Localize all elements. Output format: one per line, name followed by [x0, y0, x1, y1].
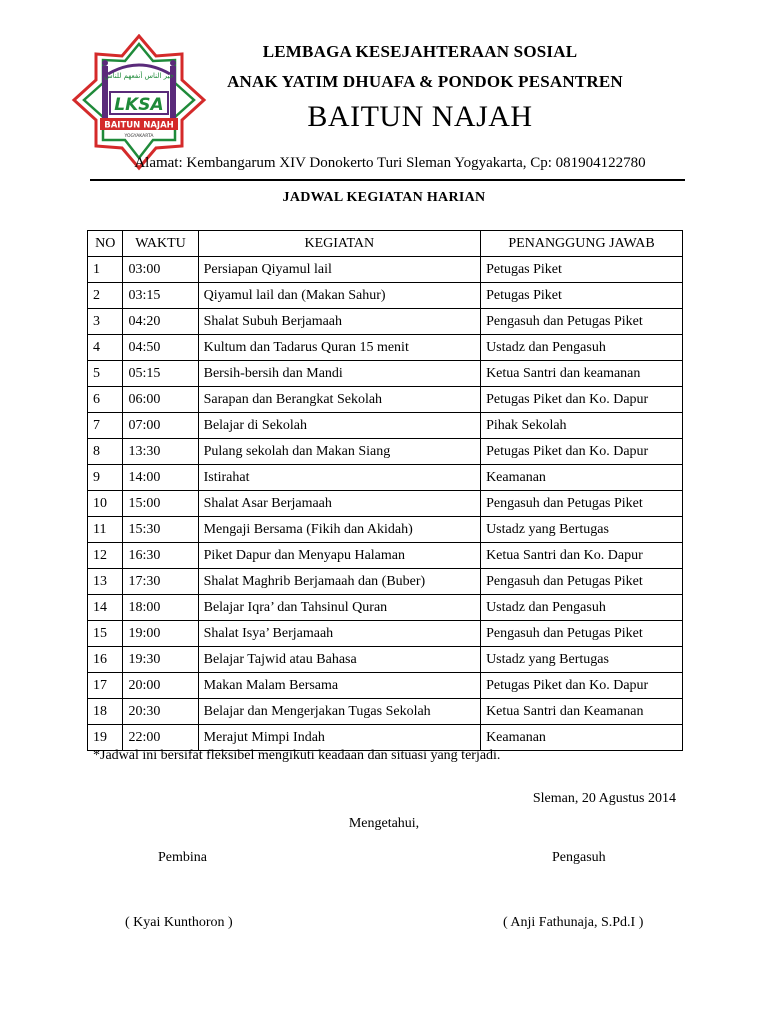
cell-penanggung-jawab: Petugas Piket — [481, 283, 683, 309]
cell-no: 10 — [88, 491, 123, 517]
cell-kegiatan: Belajar dan Mengerjakan Tugas Sekolah — [198, 699, 480, 725]
cell-kegiatan: Shalat Subuh Berjamaah — [198, 309, 480, 335]
cell-waktu: 07:00 — [123, 413, 198, 439]
cell-waktu: 22:00 — [123, 725, 198, 751]
cell-kegiatan: Piket Dapur dan Menyapu Halaman — [198, 543, 480, 569]
table-row — [88, 725, 683, 751]
cell-no: 18 — [88, 699, 123, 725]
cell-kegiatan: Belajar Tajwid atau Bahasa — [198, 647, 480, 673]
header-kegiatan: KEGIATAN — [198, 231, 480, 257]
cell-waktu: 04:20 — [123, 309, 198, 335]
cell-no: 14 — [88, 595, 123, 621]
table-row — [88, 543, 683, 569]
schedule-body — [88, 257, 683, 751]
cell-penanggung-jawab: Ustadz yang Bertugas — [481, 647, 683, 673]
header-divider — [90, 179, 685, 181]
cell-penanggung-jawab: Keamanan — [481, 725, 683, 751]
table-row — [88, 491, 683, 517]
signatory-role-pengasuh: Pengasuh — [552, 850, 606, 865]
cell-waktu: 20:30 — [123, 699, 198, 725]
cell-penanggung-jawab: Ustadz yang Bertugas — [481, 517, 683, 543]
cell-no: 13 — [88, 569, 123, 595]
cell-waktu: 17:30 — [123, 569, 198, 595]
cell-waktu: 04:50 — [123, 335, 198, 361]
header-penanggung-jawab: PENANGGUNG JAWAB — [481, 231, 683, 257]
cell-no: 15 — [88, 621, 123, 647]
cell-penanggung-jawab: Ustadz dan Pengasuh — [481, 335, 683, 361]
table-row — [88, 465, 683, 491]
cell-kegiatan: Belajar di Sekolah — [198, 413, 480, 439]
signatory-name-pembina: ( Kyai Kunthoron ) — [125, 915, 233, 930]
table-row — [88, 673, 683, 699]
table-row — [88, 621, 683, 647]
cell-penanggung-jawab: Pengasuh dan Petugas Piket — [481, 569, 683, 595]
table-row — [88, 335, 683, 361]
cell-waktu: 19:00 — [123, 621, 198, 647]
cell-kegiatan: Mengaji Bersama (Fikih dan Akidah) — [198, 517, 480, 543]
table-header-row — [88, 231, 683, 257]
cell-kegiatan: Shalat Isya’ Berjamaah — [198, 621, 480, 647]
cell-kegiatan: Makan Malam Bersama — [198, 673, 480, 699]
cell-penanggung-jawab: Pengasuh dan Petugas Piket — [481, 621, 683, 647]
cell-penanggung-jawab: Petugas Piket dan Ko. Dapur — [481, 439, 683, 465]
cell-no: 12 — [88, 543, 123, 569]
schedule-table — [87, 230, 683, 751]
cell-penanggung-jawab: Ketua Santri dan Ko. Dapur — [481, 543, 683, 569]
cell-no: 3 — [88, 309, 123, 335]
logo-arabic-text: خير الناس أنفعهم للناس — [104, 72, 174, 80]
cell-penanggung-jawab: Ustadz dan Pengasuh — [481, 595, 683, 621]
lksa-logo — [70, 34, 208, 172]
cell-kegiatan: Shalat Maghrib Berjamaah dan (Buber) — [198, 569, 480, 595]
cell-waktu: 05:15 — [123, 361, 198, 387]
cell-no: 5 — [88, 361, 123, 387]
table-row — [88, 283, 683, 309]
cell-waktu: 03:15 — [123, 283, 198, 309]
cell-kegiatan: Qiyamul lail dan (Makan Sahur) — [198, 283, 480, 309]
cell-waktu: 14:00 — [123, 465, 198, 491]
table-row — [88, 647, 683, 673]
acknowledged-label: Mengetahui, — [348, 816, 420, 831]
cell-no: 17 — [88, 673, 123, 699]
logo-lksa-text: LKSA — [114, 95, 164, 115]
address: Alamat: Kembangarum XIV Donokerto Turi Sleman Yogyakarta, Cp: 081904122780 — [134, 155, 646, 171]
org-name: BAITUN NAJAH — [307, 100, 533, 133]
document-title: JADWAL KEGIATAN HARIAN — [282, 190, 486, 205]
cell-no: 1 — [88, 257, 123, 283]
cell-kegiatan: Persiapan Qiyamul lail — [198, 257, 480, 283]
table-row — [88, 361, 683, 387]
cell-kegiatan: Kultum dan Tadarus Quran 15 menit — [198, 335, 480, 361]
cell-waktu: 06:00 — [123, 387, 198, 413]
cell-kegiatan: Merajut Mimpi Indah — [198, 725, 480, 751]
header-no: NO — [88, 231, 123, 257]
cell-no: 16 — [88, 647, 123, 673]
org-line-1: LEMBAGA KESEJAHTERAAN SOSIAL — [262, 42, 578, 61]
cell-penanggung-jawab: Petugas Piket dan Ko. Dapur — [481, 673, 683, 699]
cell-kegiatan: Shalat Asar Berjamaah — [198, 491, 480, 517]
table-row — [88, 517, 683, 543]
table-row — [88, 413, 683, 439]
table-row — [88, 387, 683, 413]
cell-waktu: 19:30 — [123, 647, 198, 673]
cell-waktu: 15:30 — [123, 517, 198, 543]
cell-kegiatan: Bersih-bersih dan Mandi — [198, 361, 480, 387]
schedule-note: *Jadwal ini bersifat fleksibel mengikuti keadaan dan situasi yang terjadi. — [93, 748, 501, 763]
cell-kegiatan: Istirahat — [198, 465, 480, 491]
signatory-role-pembina: Pembina — [158, 850, 207, 865]
table-row — [88, 595, 683, 621]
cell-no: 19 — [88, 725, 123, 751]
cell-waktu: 20:00 — [123, 673, 198, 699]
place-date: Sleman, 20 Agustus 2014 — [532, 791, 676, 806]
table-row — [88, 569, 683, 595]
cell-kegiatan: Belajar Iqra’ dan Tahsinul Quran — [198, 595, 480, 621]
org-line-2: ANAK YATIM DHUAFA & PONDOK PESANTREN — [227, 72, 623, 91]
cell-no: 8 — [88, 439, 123, 465]
cell-penanggung-jawab: Keamanan — [481, 465, 683, 491]
cell-no: 6 — [88, 387, 123, 413]
cell-penanggung-jawab: Petugas Piket — [481, 257, 683, 283]
cell-penanggung-jawab: Pihak Sekolah — [481, 413, 683, 439]
cell-waktu: 15:00 — [123, 491, 198, 517]
cell-no: 9 — [88, 465, 123, 491]
cell-no: 11 — [88, 517, 123, 543]
logo-name-text: BAITUN NAJAH — [104, 120, 174, 131]
logo-city-text: YOGYAKARTA — [124, 134, 154, 139]
table-row — [88, 439, 683, 465]
cell-penanggung-jawab: Pengasuh dan Petugas Piket — [481, 491, 683, 517]
cell-waktu: 03:00 — [123, 257, 198, 283]
cell-penanggung-jawab: Ketua Santri dan keamanan — [481, 361, 683, 387]
cell-waktu: 16:30 — [123, 543, 198, 569]
table-row — [88, 257, 683, 283]
table-row — [88, 309, 683, 335]
table-row — [88, 699, 683, 725]
cell-no: 4 — [88, 335, 123, 361]
cell-kegiatan: Pulang sekolah dan Makan Siang — [198, 439, 480, 465]
header-waktu: WAKTU — [123, 231, 198, 257]
cell-no: 7 — [88, 413, 123, 439]
cell-no: 2 — [88, 283, 123, 309]
cell-waktu: 13:30 — [123, 439, 198, 465]
cell-penanggung-jawab: Pengasuh dan Petugas Piket — [481, 309, 683, 335]
cell-kegiatan: Sarapan dan Berangkat Sekolah — [198, 387, 480, 413]
signatory-name-pengasuh: ( Anji Fathunaja, S.Pd.I ) — [503, 915, 644, 930]
cell-penanggung-jawab: Petugas Piket dan Ko. Dapur — [481, 387, 683, 413]
cell-waktu: 18:00 — [123, 595, 198, 621]
cell-penanggung-jawab: Ketua Santri dan Keamanan — [481, 699, 683, 725]
